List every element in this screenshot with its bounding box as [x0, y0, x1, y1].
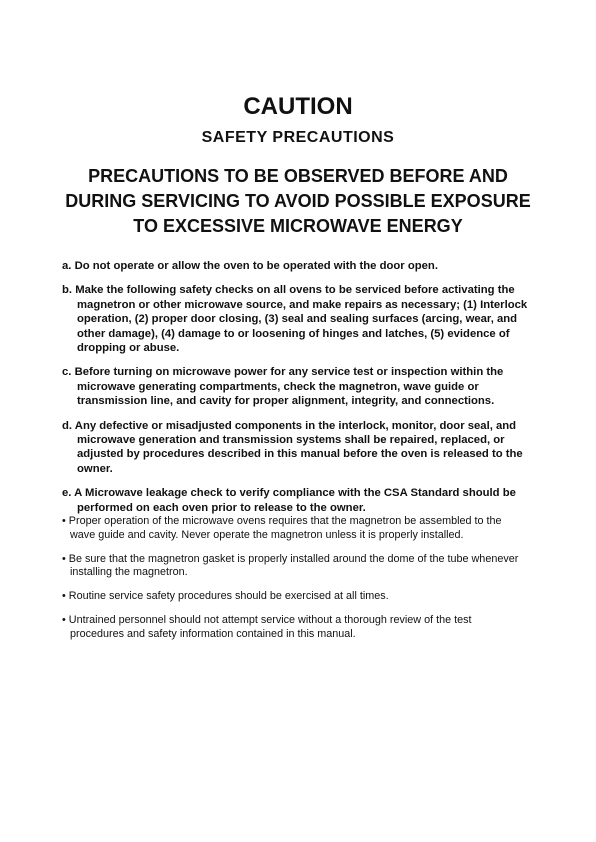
item-line: other damage), (4) damage to or loosening of hinges and latches, (5) evidence of: [77, 327, 510, 340]
item-marker: c.: [62, 366, 72, 379]
precaution-list: [62, 259, 538, 525]
bullet-dot: •: [62, 590, 66, 602]
heading-line: PRECAUTIONS TO BE OBSERVED BEFORE AND: [88, 166, 508, 186]
item-line: dropping or abuse.: [77, 342, 180, 355]
precaution-item-d: [62, 419, 538, 477]
item-line: operation, (2) proper door closing, (3) seal and sealing surfaces (arcing, wear, and: [77, 313, 518, 326]
item-line: Do not operate or allow the oven to be operated with the door open.: [74, 260, 438, 272]
item-line: microwave generation and transmission systems shall be repaired, replaced, or: [77, 434, 505, 447]
note-line: procedures and safety information contained in this manual.: [70, 627, 356, 640]
precautions-heading: [50, 164, 546, 239]
caution-title: CAUTION: [243, 93, 353, 120]
safety-note: [62, 590, 542, 604]
note-line: installing the magnetron.: [70, 566, 188, 578]
item-line: transmission line, and cavity for proper alignment, integrity, and connections.: [77, 395, 495, 408]
item-line: Before turning on microwave power for any service test or inspection within the: [74, 366, 504, 379]
note-line: Proper operation of the microwave ovens requires that the magnetron be assembled to the: [68, 515, 502, 527]
item-line: magnetron or other microwave source, and make repairs as necessary; (1) Interlock: [77, 298, 528, 311]
heading-line: TO EXCESSIVE MICROWAVE ENERGY: [133, 216, 463, 236]
note-line: Be sure that the magnetron gasket is properly installed around the dome of the tube whenever: [68, 552, 519, 565]
precaution-item-c: [62, 365, 538, 408]
heading-line: DURING SERVICING TO AVOID POSSIBLE EXPOSURE: [65, 191, 531, 211]
bullet-dot: •: [62, 515, 66, 527]
safety-notes: [62, 515, 542, 652]
bullet-dot: •: [62, 552, 66, 565]
precaution-item-b: [62, 283, 538, 355]
safety-note: [62, 515, 542, 542]
item-line: microwave generating compartments, check the magnetron, wave guide or: [77, 380, 479, 393]
item-line: performed on each oven prior to release to the owner.: [77, 501, 366, 514]
precaution-item-a: [62, 259, 538, 273]
item-line: Any defective or misadjusted components in the interlock, monitor, door seal, and: [74, 419, 517, 432]
safety-note: [62, 614, 542, 641]
item-marker: a.: [62, 260, 72, 272]
note-line: Routine service safety procedures should be exercised at all times.: [68, 590, 389, 602]
item-line: A Microwave leakage check to verify compliance with the CSA Standard should be: [74, 487, 516, 500]
item-line: Make the following safety checks on all ovens to be serviced before activating the: [75, 284, 515, 297]
item-line: adjusted by procedures described in this manual before the oven is released to the: [77, 448, 523, 461]
safety-note: [62, 553, 542, 580]
item-marker: e.: [62, 487, 72, 500]
note-line: wave guide and cavity. Never operate the magnetron unless it is properly installed.: [70, 528, 464, 541]
bullet-dot: •: [62, 614, 66, 626]
note-line: Untrained personnel should not attempt service without a thorough review of the test: [68, 614, 472, 626]
item-marker: b.: [62, 284, 73, 297]
safety-precautions-subtitle: SAFETY PRECAUTIONS: [201, 129, 395, 146]
precaution-item-e: [62, 486, 538, 515]
item-line: owner.: [77, 462, 113, 475]
item-marker: d.: [62, 419, 73, 432]
